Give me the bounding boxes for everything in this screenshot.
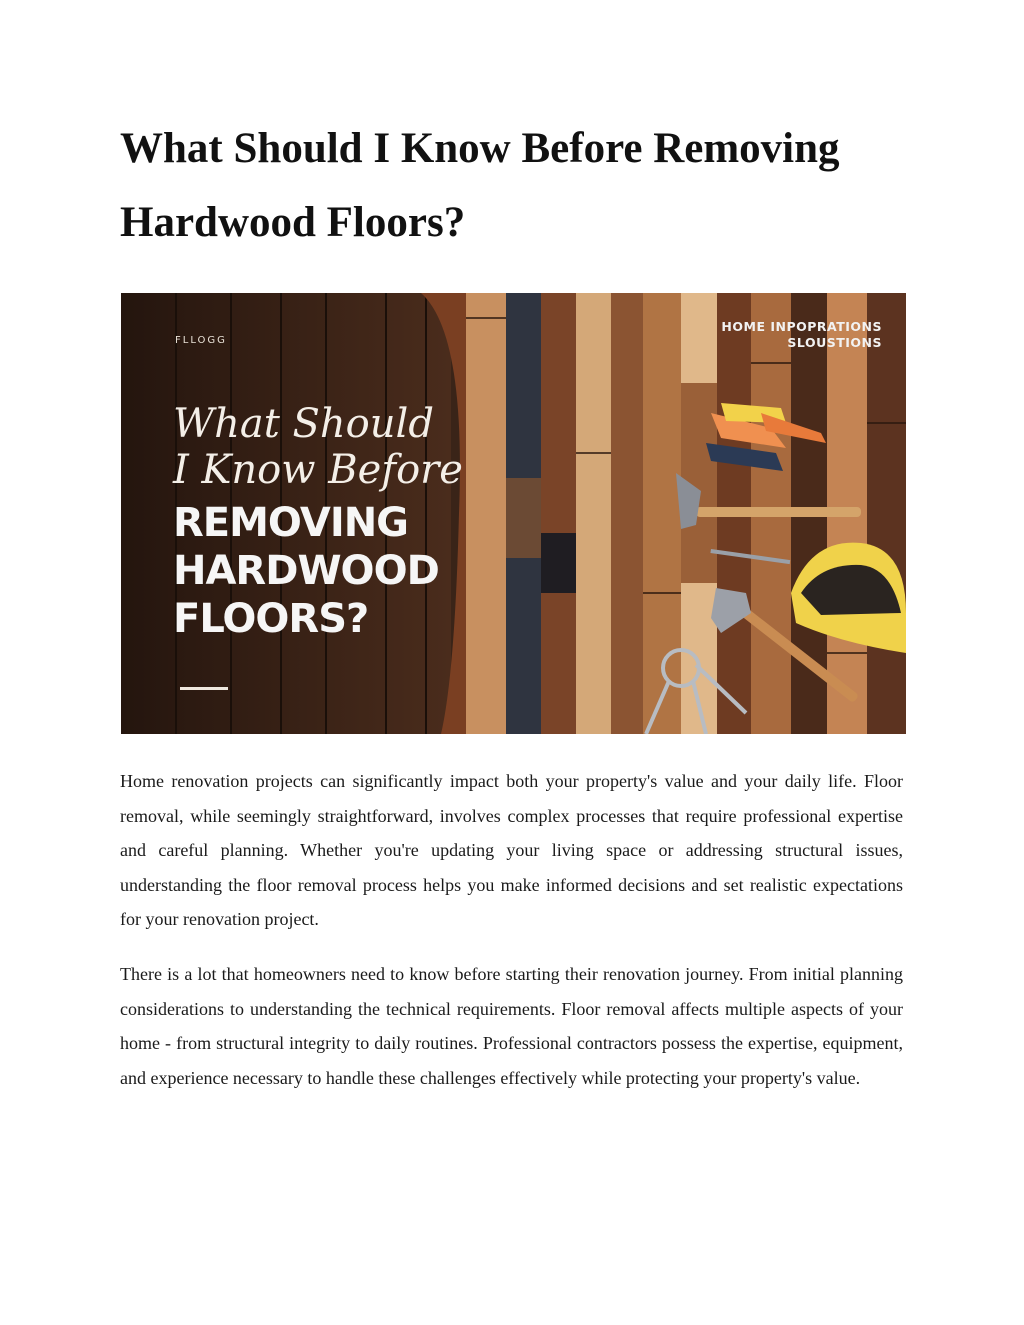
hero-tagline-line: HOME INPOPRATIONS <box>721 319 882 334</box>
hero-tagline <box>721 319 882 351</box>
body-paragraph: There is a lot that homeowners need to know before starting their renovation journey. From initial planning considerations to understanding the technical requirements. Floor removal affects multiple aspects of your home - from structural integrity to daily routines. Professional contractors possess the expertise, equipment, and experience necessary to handle these challenges effectively while protecting your property's value. <box>120 964 903 1088</box>
hero-divider <box>180 687 228 690</box>
page-title: What Should I Know Before Removing Hardwood Floors? <box>120 125 840 246</box>
hero-bold-heading <box>173 499 493 643</box>
hero-image <box>121 293 906 734</box>
hero-bold-line: HARDWOOD <box>173 548 439 594</box>
body-paragraph: Home renovation projects can significantly impact both your property's value and your daily life. Floor removal, while seemingly straightforward, involves complex processes that require professional expertise and careful planning. Whether you're updating your living space or addressing structural issues, understanding the floor removal process helps you make informed decisions and set realistic expectations for your renovation project. <box>120 771 903 930</box>
hero-brand: FLLOGG <box>175 335 227 346</box>
hero-script-line: I Know Before <box>173 447 463 493</box>
hero-script-line: What Should <box>173 401 434 447</box>
hero-bold-line: REMOVING <box>173 500 409 546</box>
hero-bold-line: FLOORS? <box>173 596 369 642</box>
hero-tagline-line: SLOUSTIONS <box>787 335 882 350</box>
hero-script-heading <box>173 401 473 493</box>
